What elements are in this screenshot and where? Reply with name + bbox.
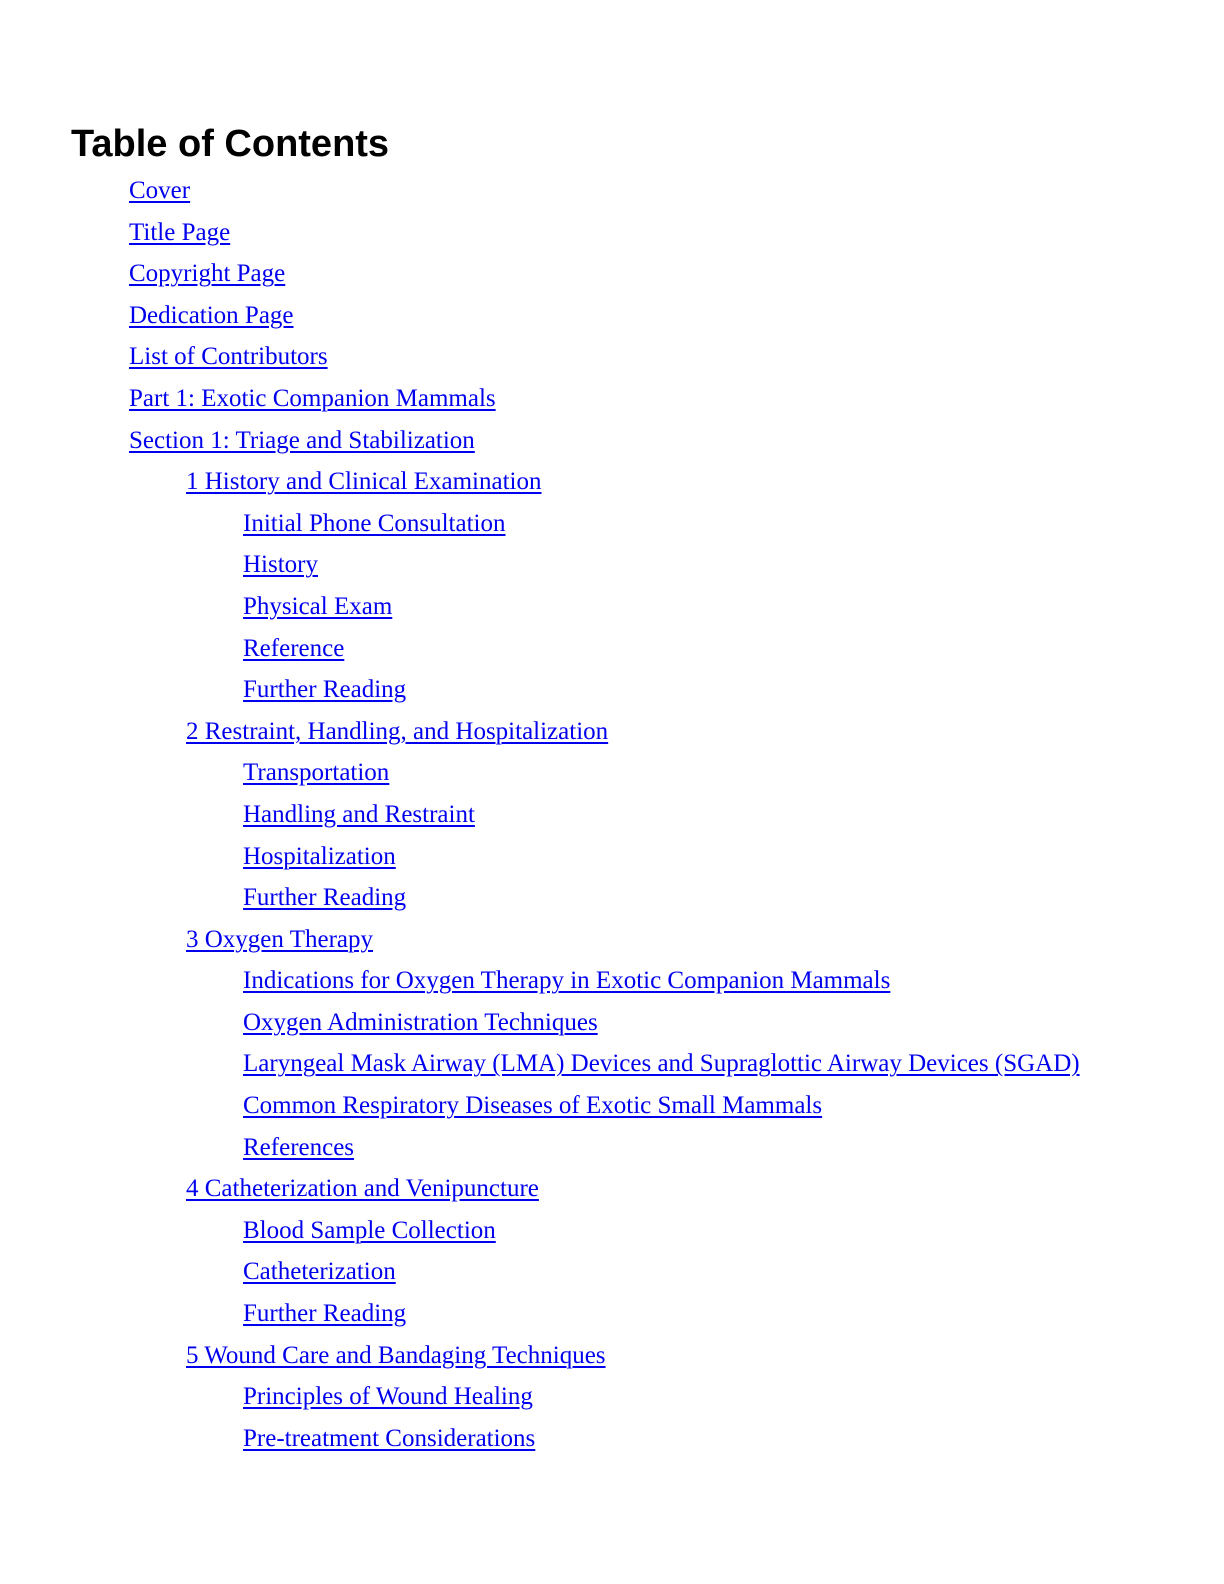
toc-link[interactable]: Oxygen Administration Techniques [243,1008,598,1036]
toc-entry [0,674,1103,706]
toc-entry [0,217,1089,249]
toc-link[interactable]: History [243,551,318,579]
table-of-contents [0,175,1224,1464]
toc-entry [0,1256,1103,1288]
toc-link[interactable]: Common Respiratory Diseases of Exotic Small Mammals [243,1092,823,1120]
toc-link[interactable]: Part 1: Exotic Companion Mammals [129,384,496,412]
toc-link[interactable]: Cover [129,177,191,204]
toc-entry [0,882,1103,914]
toc-entry [0,1298,1103,1330]
toc-link[interactable]: Title Page [129,218,231,246]
toc-link[interactable]: 5 Wound Care and Bandaging Techniques [186,1341,606,1369]
toc-link[interactable]: 1 History and Clinical Examination [186,468,542,496]
toc-entry [0,965,1103,997]
toc-link[interactable]: 4 Catheterization and Venipuncture [186,1175,539,1203]
page-title: Table of Contents [71,123,390,165]
toc-link[interactable]: Dedication Page [129,301,294,329]
toc-entry [0,1381,1103,1413]
toc-link[interactable]: Copyright Page [129,260,286,288]
toc-entry [0,1423,1103,1455]
toc-entry [0,1340,1096,1372]
toc-link[interactable]: Physical Exam [243,592,393,620]
toc-entry [0,425,1089,457]
toc-link[interactable]: Further Reading [243,676,407,704]
toc-link[interactable]: Transportation [243,759,390,787]
toc-link[interactable]: Catheterization [243,1258,396,1286]
toc-link[interactable]: 3 Oxygen Therapy [186,925,373,953]
toc-entry [0,591,1103,623]
toc-link[interactable]: Initial Phone Consultation [243,509,506,537]
toc-link[interactable]: Principles of Wound Healing [243,1383,533,1411]
toc-link[interactable]: Further Reading [243,1300,407,1328]
toc-entry [0,757,1103,789]
toc-entry [0,258,1089,290]
toc-link[interactable]: Hospitalization [243,842,396,870]
toc-entry [0,341,1089,373]
toc-entry [0,1215,1103,1247]
toc-entry [0,466,1096,498]
toc-entry [0,1007,1103,1039]
toc-entry [0,300,1089,332]
toc-link[interactable]: Reference [243,634,345,662]
toc-entry [0,716,1096,748]
toc-entry [0,841,1103,873]
toc-entry [0,508,1103,540]
toc-entry [0,1048,1103,1080]
toc-entry [0,383,1089,415]
toc-link[interactable]: List of Contributors [129,343,328,371]
toc-link[interactable]: Blood Sample Collection [243,1216,496,1244]
toc-link[interactable]: Pre-treatment Considerations [243,1424,536,1452]
toc-link[interactable]: References [243,1133,355,1161]
toc-link[interactable]: 2 Restraint, Handling, and Hospitalization [186,717,609,745]
toc-entry [0,1132,1103,1164]
toc-link[interactable]: Handling and Restraint [243,800,475,828]
toc-entry [0,549,1103,581]
toc-entry [0,799,1103,831]
toc-entry [0,1173,1096,1205]
toc-link[interactable]: Laryngeal Mask Airway (LMA) Devices and Supraglottic Airway Devices (SGAD) [243,1050,1080,1078]
toc-entry [0,175,1089,207]
toc-link[interactable]: Indications for Oxygen Therapy in Exotic Companion Mammals [243,967,891,995]
toc-entry [0,1090,1103,1122]
toc-entry [0,924,1096,956]
toc-link[interactable]: Section 1: Triage and Stabilization [129,426,475,454]
toc-link[interactable]: Further Reading [243,884,407,912]
toc-entry [0,633,1103,665]
